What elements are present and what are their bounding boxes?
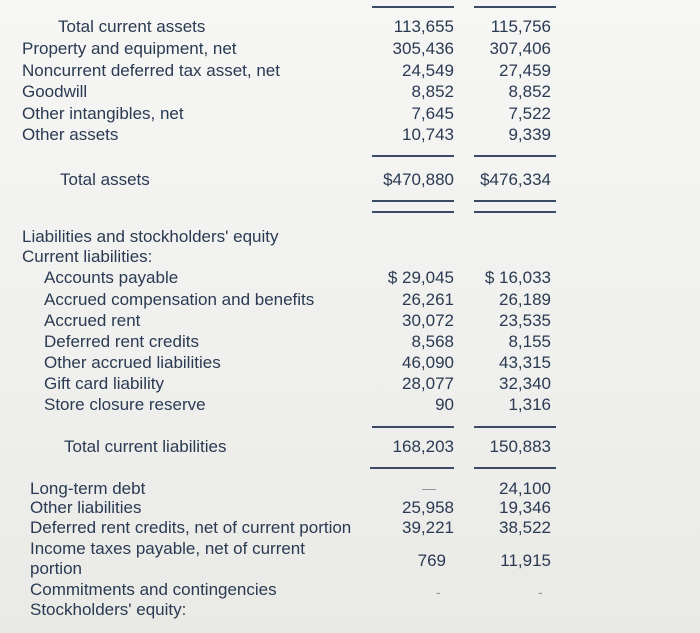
value-property-col1: 305,436	[392, 39, 454, 58]
value-goodwill-col1: 8,852	[411, 82, 454, 101]
value-store-closure-col1: 90	[435, 395, 454, 414]
row-label-property: Property and equipment, net	[22, 39, 237, 58]
value-income-taxes-col2: 11,915	[500, 551, 551, 570]
total-assets-double-rule-col1-a	[372, 200, 454, 202]
row-label-total-assets: Total assets	[60, 170, 150, 189]
row-label-deferred-tax: Noncurrent deferred tax asset, net	[22, 61, 280, 80]
value-deferred-tax-col1: 24,549	[402, 61, 454, 80]
value-total-current-assets-col1: 113,655	[393, 17, 454, 36]
value-income-taxes-col1: 769	[417, 551, 446, 570]
value-accrued-rent-col2: 23,535	[499, 311, 551, 330]
row-label-stockholders-equity: Stockholders' equity:	[30, 600, 187, 619]
value-total-current-liabilities-col1: 168,203	[392, 437, 454, 456]
value-other-liabilities-col1: 25,958	[402, 498, 454, 517]
row-label-total-current-assets: Total current assets	[58, 17, 206, 36]
row-label-commitments: Commitments and contingencies	[30, 580, 277, 599]
value-property-col2: 307,406	[489, 39, 551, 58]
row-label-accounts-payable: Accounts payable	[44, 268, 179, 287]
liabilities-heading: Liabilities and stockholders' equity	[22, 227, 279, 246]
row-label-gift-card: Gift card liability	[44, 374, 164, 393]
value-total-assets-col2: $476,334	[480, 170, 551, 189]
top-rule-col1	[372, 6, 454, 8]
value-store-closure-col2: 1,316	[508, 395, 551, 414]
value-goodwill-col2: 8,852	[508, 82, 551, 101]
subtotal-rule-col1	[372, 155, 454, 157]
value-deferred-tax-col2: 27,459	[499, 61, 551, 80]
row-label-accrued-rent: Accrued rent	[44, 311, 141, 330]
value-long-term-debt-col1: —	[422, 480, 436, 496]
row-label-accrued-compensation: Accrued compensation and benefits	[44, 290, 315, 309]
row-label-other-assets: Other assets	[22, 125, 119, 144]
current-liabilities-heading: Current liabilities:	[22, 247, 153, 266]
value-accrued-compensation-col1: 26,261	[402, 290, 454, 309]
total-assets-double-rule-col2-a	[474, 200, 556, 202]
value-gift-card-col2: 32,340	[499, 374, 551, 393]
value-other-liabilities-col2: 19,346	[499, 498, 551, 517]
row-label-deferred-rent-noncurrent: Deferred rent credits, net of current portion	[30, 518, 352, 537]
value-accounts-payable-col1: $ 29,045	[387, 268, 454, 287]
value-gift-card-col1: 28,077	[402, 374, 454, 393]
value-long-term-debt-col2: 24,100	[499, 479, 551, 498]
value-total-assets-col1: $470,880	[383, 170, 454, 189]
row-label-other-accrued: Other accrued liabilities	[44, 353, 221, 372]
value-other-accrued-col2: 43,315	[499, 353, 551, 372]
top-rule-col2	[474, 6, 556, 8]
current-liab-rule-col1	[372, 426, 454, 428]
total-liab-rule-col1	[370, 467, 454, 469]
value-commitments-col2: -	[538, 584, 543, 600]
value-deferred-rent-credits-col1: 8,568	[411, 332, 454, 351]
value-deferred-rent-credits-col2: 8,155	[508, 332, 551, 351]
value-commitments-col1: -	[436, 584, 441, 600]
value-accounts-payable-col2: $ 16,033	[484, 268, 551, 287]
row-label-income-taxes-line1: Income taxes payable, net of current	[30, 539, 305, 558]
row-label-deferred-rent-credits: Deferred rent credits	[44, 332, 199, 351]
value-other-intangibles-col2: 7,522	[508, 104, 551, 123]
row-label-other-intangibles: Other intangibles, net	[22, 104, 184, 123]
value-accrued-compensation-col2: 26,189	[499, 290, 551, 309]
value-other-assets-col1: 10,743	[402, 125, 454, 144]
row-label-total-current-liabilities: Total current liabilities	[64, 437, 227, 456]
current-liab-rule-col2	[474, 426, 556, 428]
row-label-income-taxes-line2: portion	[30, 559, 82, 578]
row-label-store-closure: Store closure reserve	[44, 395, 206, 414]
value-total-current-liabilities-col2: 150,883	[489, 437, 551, 456]
value-deferred-rent-noncurrent-col1: 39,221	[402, 518, 454, 537]
row-label-long-term-debt: Long-term debt	[30, 479, 146, 498]
value-deferred-rent-noncurrent-col2: 38,522	[499, 518, 551, 537]
row-label-goodwill: Goodwill	[22, 82, 88, 101]
row-label-other-liabilities: Other liabilities	[30, 498, 142, 517]
value-total-current-assets-col2: 115,756	[490, 17, 551, 36]
value-other-assets-col2: 9,339	[508, 125, 551, 144]
value-other-intangibles-col1: 7,645	[411, 104, 454, 123]
total-assets-double-rule-col1-b	[372, 211, 454, 213]
total-assets-double-rule-col2-b	[474, 211, 556, 213]
subtotal-rule-col2	[474, 155, 556, 157]
value-other-accrued-col1: 46,090	[402, 353, 454, 372]
value-accrued-rent-col1: 30,072	[402, 311, 454, 330]
total-liab-rule-col2	[474, 467, 556, 469]
